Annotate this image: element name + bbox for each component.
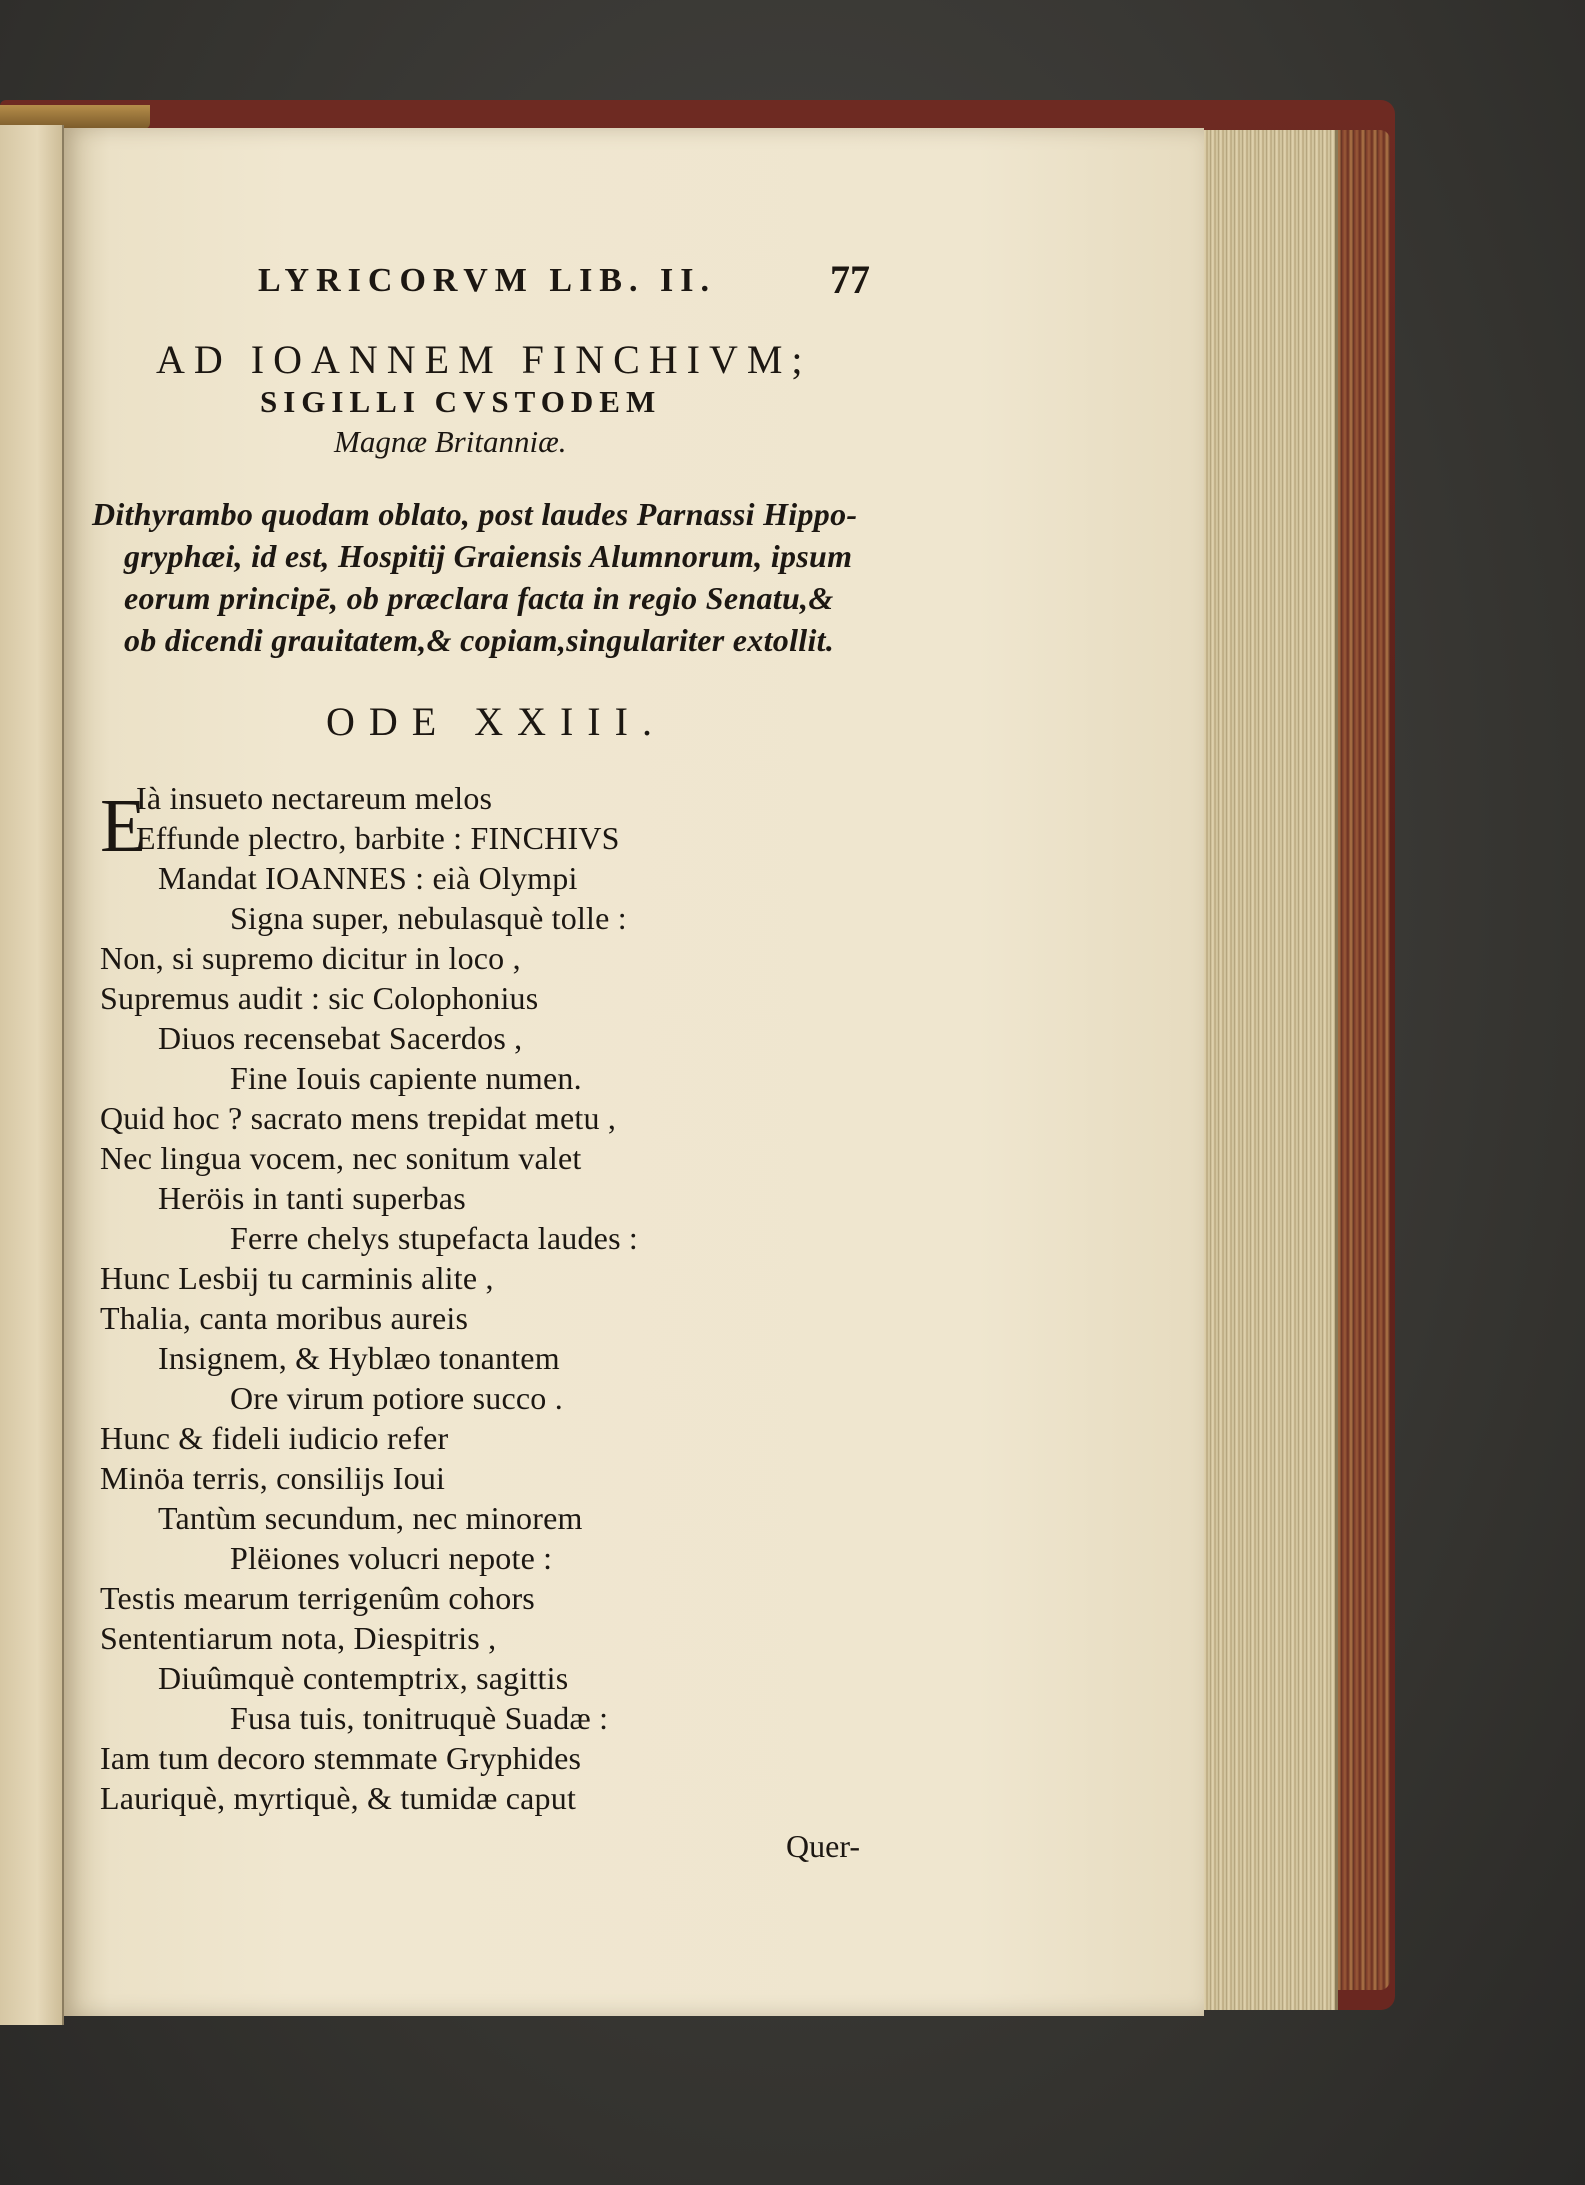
verse-line: Signa super, nebulasquè tolle : (230, 900, 627, 936)
verse-line: Iam tum decoro stemmate Gryphides (100, 1740, 582, 1776)
ode-title-line-3: Magnæ Britanniæ. (334, 424, 567, 459)
catchword: Quer- (786, 1828, 860, 1864)
running-title: LYRICORVM LIB. II. (258, 262, 716, 299)
ode-title-line-2: SIGILLI CVSTODEM (260, 384, 662, 419)
verse-line: Sententiarum nota, Diespitris , (100, 1620, 497, 1656)
verse-line: Diuûmquè contemptrix, sagittis (158, 1660, 569, 1696)
verse-line: Heröis in tanti superbas (158, 1180, 466, 1216)
page-number: 77 (830, 257, 870, 302)
argument-line: gryphæi, id est, Hospitij Graiensis Alumnorum, ipsum (124, 538, 853, 574)
verse-line: Ore virum potiore succo . (230, 1380, 563, 1416)
ode-title-line-1: AD IOANNEM FINCHIVM; (156, 337, 812, 382)
verse-line: Fine Iouis capiente numen. (230, 1060, 582, 1096)
verse-line: Supremus audit : sic Colophonius (100, 980, 539, 1016)
verse-line: Hunc Lesbij tu carminis alite , (100, 1260, 494, 1296)
left-page-edge (0, 125, 64, 2025)
argument-line: eorum principē, ob præclara facta in regio Senatu,& (124, 580, 834, 616)
page-block-edges (1195, 130, 1338, 2010)
cover-fore-edge (1330, 130, 1390, 1990)
verse-line: Mandat IOANNES : eià Olympi (158, 860, 578, 896)
verse-line: Hunc & fideli iudicio refer (100, 1420, 449, 1456)
verse-line: Quid hoc ? sacrato mens trepidat metu , (100, 1100, 617, 1136)
argument-line: Dithyrambo quodam oblato, post laudes Parnassi Hippo- (92, 496, 858, 532)
verse-line: Minöa terris, consilijs Ioui (100, 1460, 446, 1496)
verse-line: Nec lingua vocem, nec sonitum valet (100, 1140, 582, 1176)
verse-line: Insignem, & Hyblæo tonantem (158, 1340, 560, 1376)
verse-line: Fusa tuis, tonitruquè Suadæ : (230, 1700, 609, 1736)
verse-line: Thalia, canta moribus aureis (100, 1300, 469, 1336)
verse-line: Testis mearum terrigenûm cohors (100, 1580, 535, 1616)
ode-heading: ODE XXIII. (326, 699, 666, 744)
drop-cap: E (100, 784, 147, 868)
verse-line: Tantùm secundum, nec minorem (158, 1500, 583, 1536)
verse-line: Plëiones volucri nepote : (230, 1540, 553, 1576)
book-page (64, 128, 1204, 2016)
verse-line: Lauriquè, myrtiquè, & tumidæ caput (100, 1780, 577, 1816)
verse-line: Effunde plectro, barbite : FINCHIVS (136, 820, 620, 856)
verse-line: Diuos recensebat Sacerdos , (158, 1020, 523, 1056)
verse-line: Non, si supremo dicitur in loco , (100, 940, 521, 976)
argument-line: ob dicendi grauitatem,& copiam,singulariter extollit. (124, 622, 835, 658)
verse-line: Ià insueto nectareum melos (136, 780, 493, 816)
verse-line: Ferre chelys stupefacta laudes : (230, 1220, 639, 1256)
